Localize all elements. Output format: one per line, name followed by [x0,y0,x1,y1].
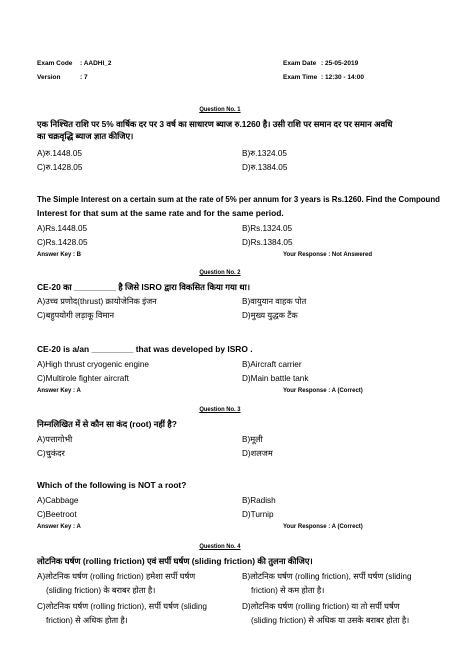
question-3-hindi-option-c: C)चुकंदर [37,449,65,458]
question-2-hindi-stem: CE-20 का _________ है जिसे ISRO द्वारा विकसित किया गया था। [37,282,251,292]
exam-time-label: Exam Time [283,74,318,81]
question-2-response: Your Response : A (Correct) [283,388,363,394]
question-1-answer-key: Answer Key : B [37,252,82,258]
question-2-english-stem: CE-20 is a/an _________ that was developed by ISRO . [37,344,253,354]
exam-time-value: : 12:30 - 14:00 [321,74,364,81]
question-2-hindi-option-c: C)बहुपयोगी लड़ाकू विमान [37,311,115,320]
question-1-english-option-c: C)Rs.1428.05 [37,238,88,247]
question-4-option-b-line2: friction) से कम होता है। [251,586,325,595]
question-1-english-option-a: A)Rs.1448.05 [37,224,88,233]
question-4-option-c-line2: friction) से अधिक होता है। [46,616,128,625]
question-4-hindi-stem: लोटनिक घर्षण (rolling friction) एवं सर्पी घर्षण (sliding friction) की तुलना कीजिए। [37,556,313,566]
question-2-english-option-c: C)Multirole fighter aircraft [37,374,129,383]
question-4-option-b-line1: B)लोटनिक घर्षण (rolling friction), सर्पी घर्षण (sliding [242,572,412,581]
question-3-english-option-b: B)Radish [242,496,276,505]
question-1-response: Your Response : Not Answered [283,252,373,258]
question-2-english-option-b: B)Aircraft carrier [242,360,302,369]
question-4-number: Question No. 4 [199,543,241,550]
question-3-english-option-a: A)Cabbage [37,496,79,505]
exam-code-label: Exam Code [37,60,73,67]
question-2-english-option-a: A)High thrust cryogenic engine [37,360,149,369]
question-2-english-option-d: D)Main battle tank [242,374,309,383]
question-3-hindi-option-a: A)पत्तागोभी [37,435,73,444]
exam-code-value: : AADHI_2 [80,60,112,67]
question-3-english-stem: Which of the following is NOT a root? [37,480,187,490]
question-1-number: Question No. 1 [199,106,241,113]
question-3-hindi-option-b: B)मूली [242,435,263,444]
question-3-english-option-d: D)Turnip [242,510,274,519]
question-4-option-d-line1: D)लोटनिक घर्षण (rolling friction) या तो सर्पी घर्षण [242,602,400,611]
question-2-answer-key: Answer Key : A [37,388,81,394]
question-2-hindi-option-a: A)उच्च प्रणोद(thrust) क्रायोजेनिक इंजन [37,297,157,306]
question-4-option-c-line1: C)लोटनिक घर्षण (rolling friction), सर्पी घर्षण (sliding [37,602,207,611]
question-1-hindi-line2: का चक्रवृद्धि ब्याज ज्ञात कीजिए। [37,131,134,141]
question-1-hindi-line1: एक निश्चित राशि पर 5% वार्षिक दर पर 3 वर्ष का साधारण ब्याज रु.1260 है। उसी राशि पर समान दर पर समान अवधि [37,119,393,129]
question-3-hindi-stem: निम्नलिखित में से कौन सा कंद (root) नहीं है? [37,419,177,429]
question-2-hindi-option-d: D)मुख्य युद्धक टैंक [242,311,298,320]
question-2-hindi-option-b: B)वायुयान वाहक पोत [242,297,307,306]
question-1-hindi-option-b: B)रु.1324.05 [242,149,287,158]
version-label: Version [37,74,61,81]
question-3-response: Your Response : A (Correct) [283,524,363,530]
question-3-number: Question No. 3 [199,406,241,413]
exam-date-label: Exam Date [283,60,317,67]
question-1-hindi-option-d: D)रु.1384.05 [242,163,288,172]
question-2-number: Question No. 2 [199,269,241,276]
question-4-option-a-line1: A)लोटनिक घर्षण (rolling friction) हमेशा सर्पी घर्षण [37,572,196,581]
question-3-hindi-option-d: D)शलजम [242,449,273,458]
question-4-option-d-line2: (sliding friction) से अधिक या उसके बराबर होता है। [251,616,410,625]
exam-date-value: : 25-05-2019 [321,60,359,67]
question-1-english-option-b: B)Rs.1324.05 [242,224,293,233]
question-1-english-line2: Interest for that sum at the same rate and for the same period. [37,208,284,218]
question-4-option-a-line2: (sliding friction) के बराबर होता है। [46,586,156,595]
question-1-hindi-option-a: A)रु.1448.05 [37,149,82,158]
question-3-english-option-c: C)Beetroot [37,510,77,519]
question-1-english-option-d: D)Rs.1384.05 [242,238,293,247]
version-value: : 7 [80,74,88,81]
question-1-hindi-option-c: C)रु.1428.05 [37,163,83,172]
question-1-english-line1: The Simple Interest on a certain sum at the rate of 5% per annum for 3 years is Rs.1260. Find the Compound [37,194,440,204]
question-3-answer-key: Answer Key : A [37,524,81,530]
